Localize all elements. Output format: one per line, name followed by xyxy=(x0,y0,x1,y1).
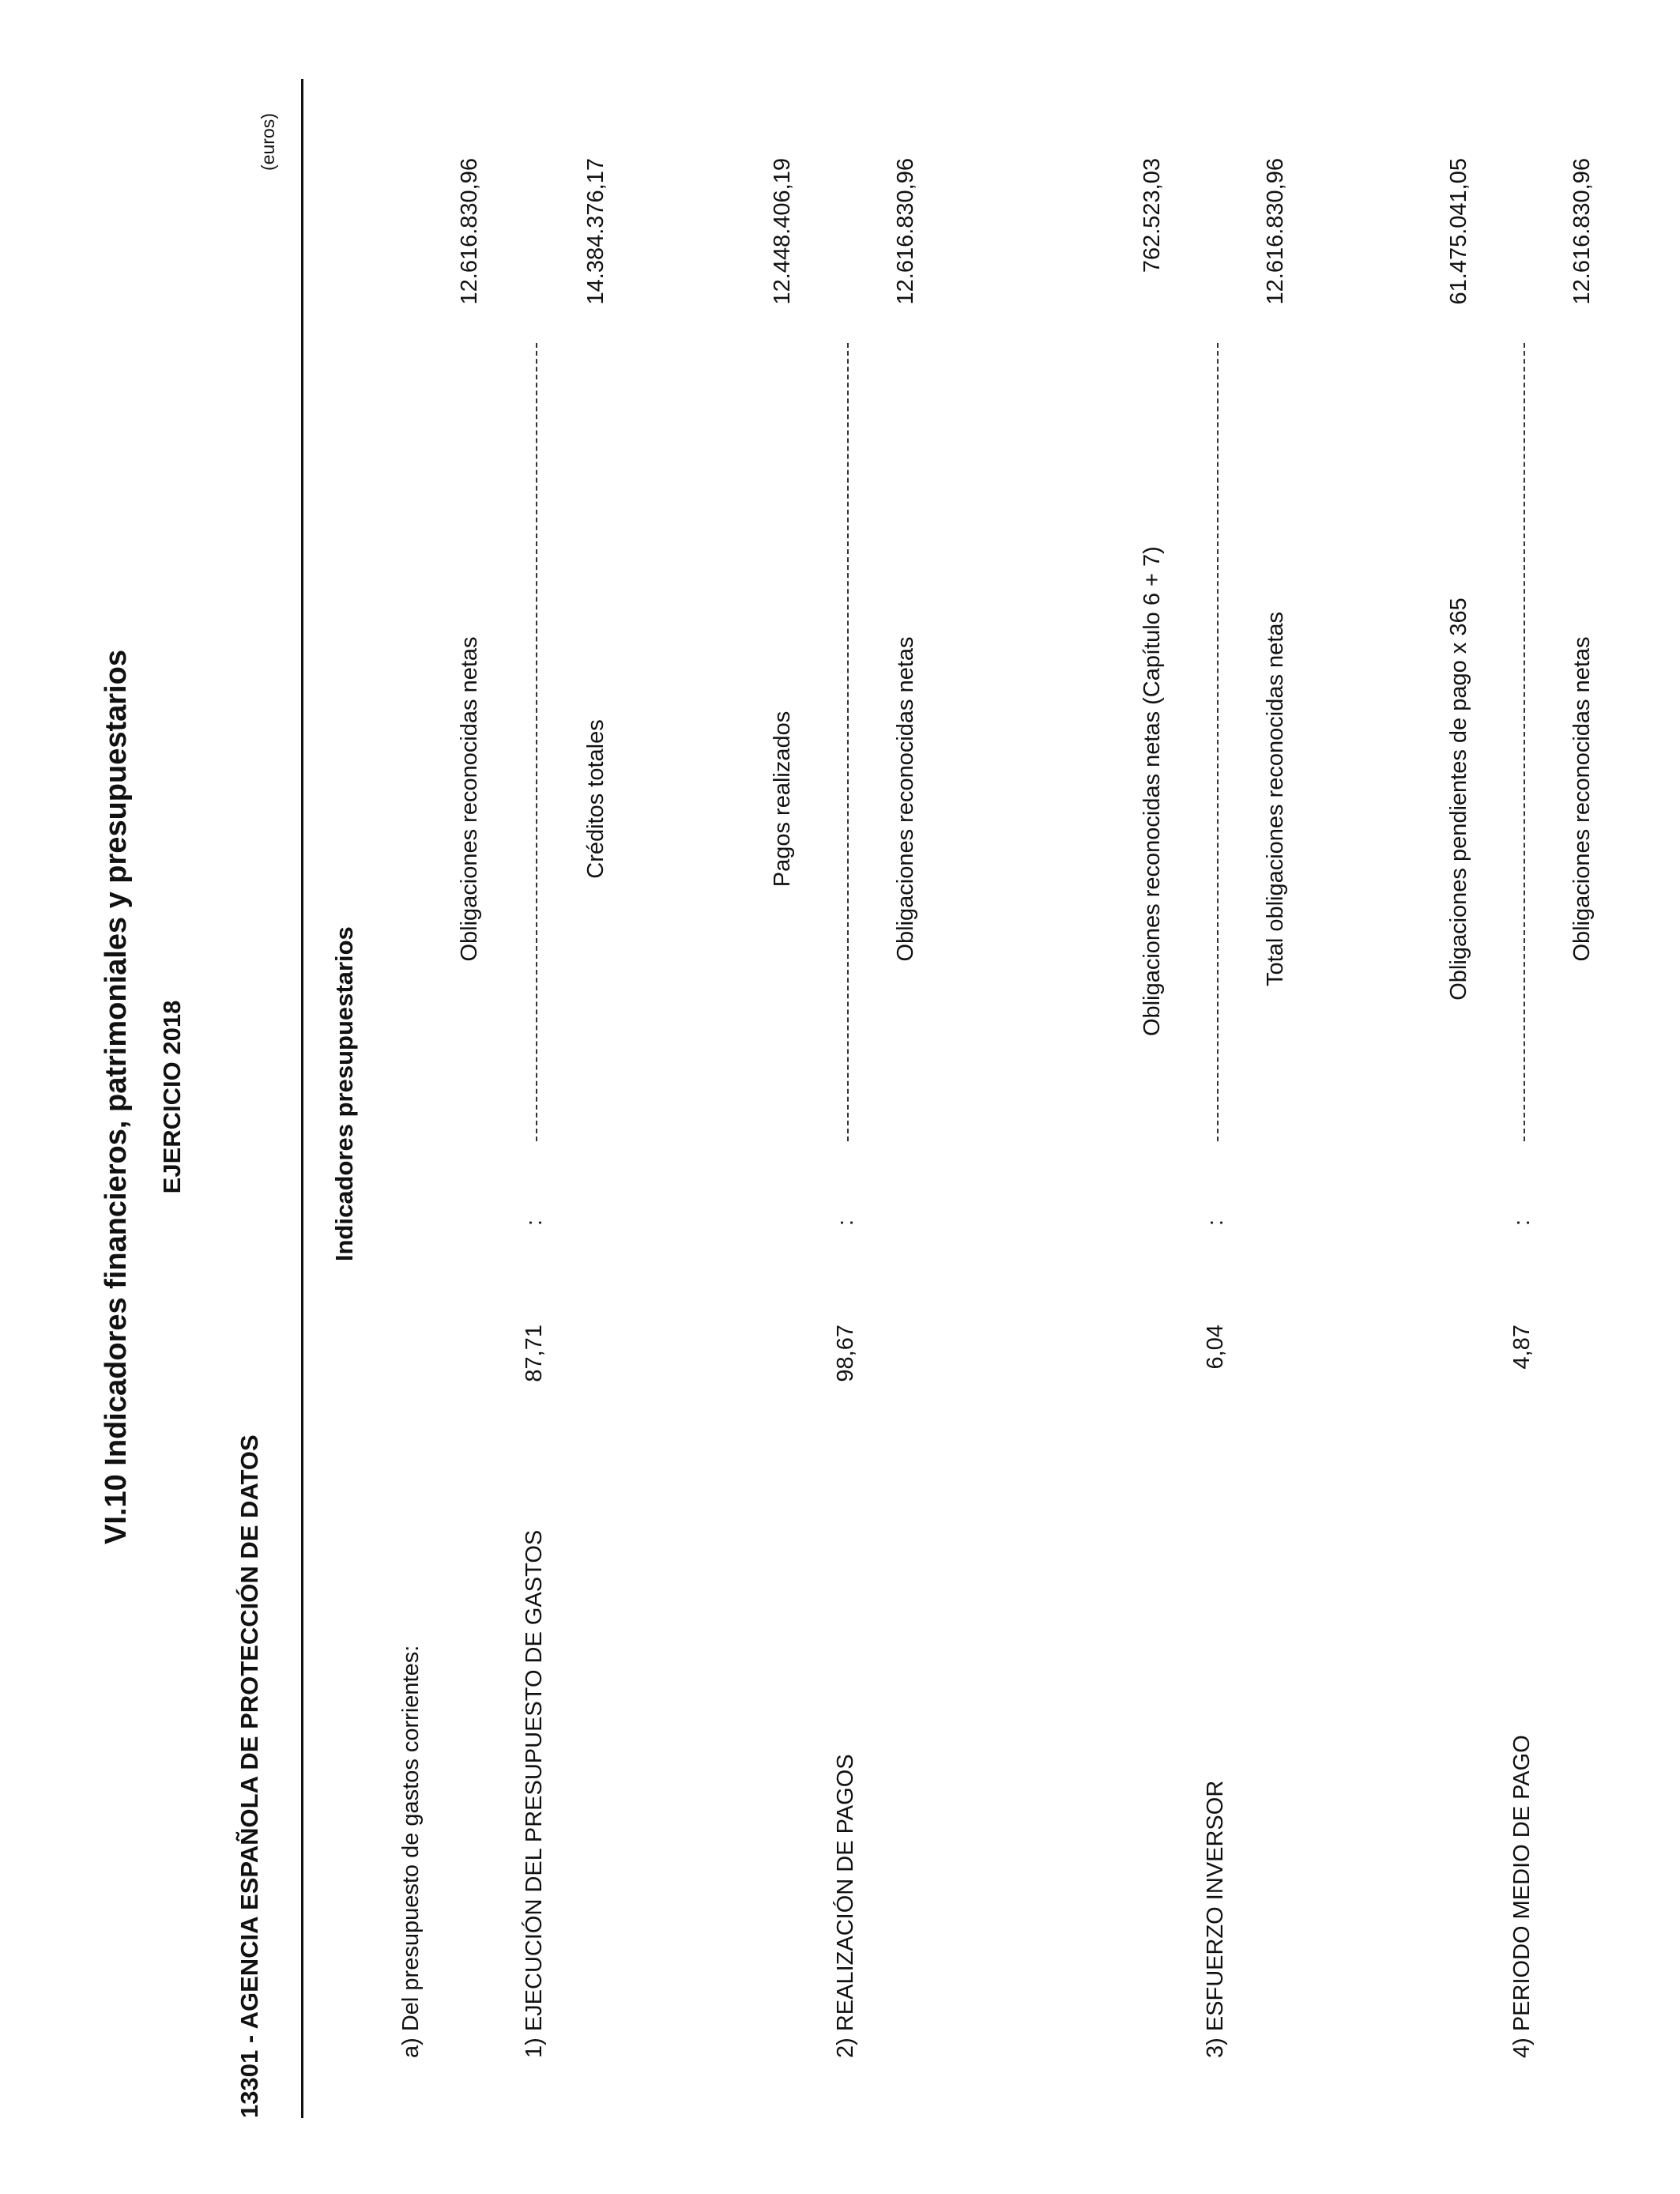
fraction-line xyxy=(847,343,849,1141)
numerator-value: 12.616.830,96 xyxy=(457,158,482,305)
indicator-separator: : xyxy=(522,1219,547,1226)
entity-name: 13301 - AGENCIA ESPAÑOLA DE PROTECCIÓN DE DATOS xyxy=(235,1434,263,2118)
indicator-label: 3) ESFUERZO INVERSOR xyxy=(1203,1780,1228,2058)
denominator-label: Créditos totales xyxy=(583,719,608,879)
indicator-value: 98,67 xyxy=(833,1325,858,1382)
denominator-label: Obligaciones reconocidas netas xyxy=(893,636,918,962)
subsection-label: a) Del presupuesto de gastos corrientes: xyxy=(398,1645,424,2058)
indicator-separator: : xyxy=(833,1219,858,1226)
numerator-label: Obligaciones reconocidas netas xyxy=(457,636,482,962)
numerator-label: Pagos realizados xyxy=(770,711,795,888)
numerator-label: Obligaciones pendientes de pago x 365 xyxy=(1446,598,1471,1001)
units-label: (euros) xyxy=(258,113,278,171)
fraction-line xyxy=(1524,343,1525,1141)
denominator-value: 14.384.376,17 xyxy=(583,158,608,305)
indicator-value: 4,87 xyxy=(1509,1325,1535,1370)
denominator-label: Total obligaciones reconocidas netas xyxy=(1263,612,1288,986)
denominator-value: 12.616.830,96 xyxy=(893,158,918,305)
denominator-value: 12.616.830,96 xyxy=(1263,158,1288,305)
indicator-label: 2) REALIZACIÓN DE PAGOS xyxy=(833,1754,858,2058)
numerator-value: 61.475.041,05 xyxy=(1446,158,1471,305)
report-title: VI.10 Indicadores financieros, patrimoniales y presupuestarios xyxy=(100,650,133,1544)
fiscal-year: EJERCICIO 2018 xyxy=(158,1000,186,1194)
indicator-value: 6,04 xyxy=(1203,1325,1228,1370)
indicator-label: 1) EJECUCIÓN DEL PRESUPUESTO DE GASTOS xyxy=(522,1529,547,2058)
numerator-value: 12.448.406,19 xyxy=(770,158,795,305)
denominator-label: Obligaciones reconocidas netas xyxy=(1569,636,1595,962)
header-rule xyxy=(301,79,303,2118)
fraction-line xyxy=(1217,343,1219,1141)
numerator-value: 762.523,03 xyxy=(1139,158,1165,273)
numerator-label: Obligaciones reconocidas netas (Capítulo 6 + 7) xyxy=(1139,546,1165,1036)
section-title: Indicadores presupuestarios xyxy=(330,926,358,1261)
denominator-value: 12.616.830,96 xyxy=(1569,158,1595,305)
fraction-line xyxy=(536,343,537,1141)
indicator-label: 4) PERIODO MEDIO DE PAGO xyxy=(1509,1735,1535,2058)
indicator-separator: : xyxy=(1509,1219,1535,1226)
indicator-separator: : xyxy=(1203,1219,1228,1226)
indicator-value: 87,71 xyxy=(522,1325,547,1382)
